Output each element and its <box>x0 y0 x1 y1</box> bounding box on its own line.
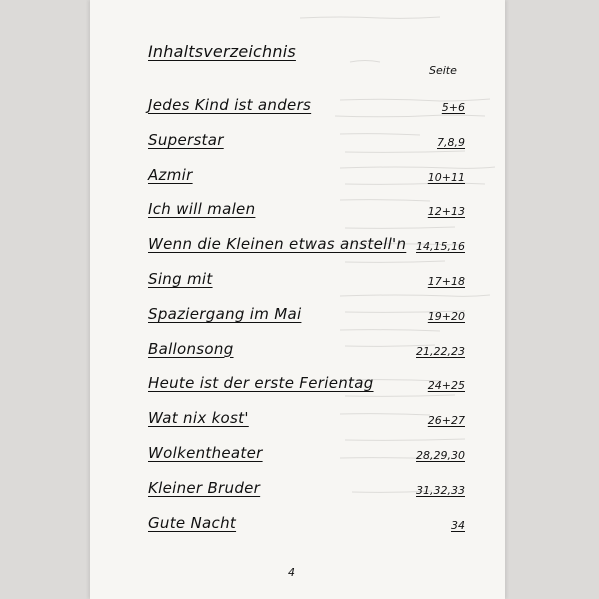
toc-entry-title: Wolkentheater <box>148 444 263 462</box>
page-number: 4 <box>288 566 295 579</box>
toc-entry-title: Azmir <box>148 165 193 184</box>
toc-entry-pages: 31,32,33 <box>416 483 465 497</box>
toc-entry-title: Wat nix kost' <box>148 409 249 428</box>
toc-entry-pages: 10+11 <box>427 170 465 184</box>
toc-entry-title: Heute ist der erste Ferientag <box>148 374 374 393</box>
toc-entry-pages: 7,8,9 <box>437 135 465 149</box>
toc-entry-pages: 24+25 <box>427 379 465 393</box>
toc-entry-title: Ballonsong <box>148 339 234 358</box>
toc-entry-title: Wenn die Kleinen etwas anstell'n <box>148 235 407 254</box>
toc-entry-pages: 28,29,30 <box>416 449 465 462</box>
paper-sheet <box>90 0 505 599</box>
toc-entry-pages: 5+6 <box>441 101 465 114</box>
toc-entry-pages: 26+27 <box>427 414 465 428</box>
toc-entry-title: Sing mit <box>148 270 213 288</box>
toc-entry-title: Gute Nacht <box>148 513 237 532</box>
toc-entry-pages: 17+18 <box>427 275 465 288</box>
page-column-header: Seite <box>429 64 457 77</box>
bleed-through-texture <box>90 0 505 599</box>
toc-heading: Inhaltsverzeichnis <box>148 42 296 61</box>
toc-entry-pages: 14,15,16 <box>416 240 465 254</box>
toc-entry-title: Jedes Kind ist anders <box>148 96 312 114</box>
toc-entry-title: Kleiner Bruder <box>148 478 261 497</box>
toc-entry-pages: 12+13 <box>427 205 465 219</box>
toc-entry-title: Ich will malen <box>148 200 256 219</box>
toc-entry-title: Superstar <box>148 130 224 149</box>
toc-entry-pages: 21,22,23 <box>416 344 465 358</box>
toc-entry-pages: 19+20 <box>427 309 465 323</box>
toc-entry-pages: 34 <box>451 518 465 532</box>
toc-entry-title: Spaziergang im Mai <box>148 304 302 323</box>
